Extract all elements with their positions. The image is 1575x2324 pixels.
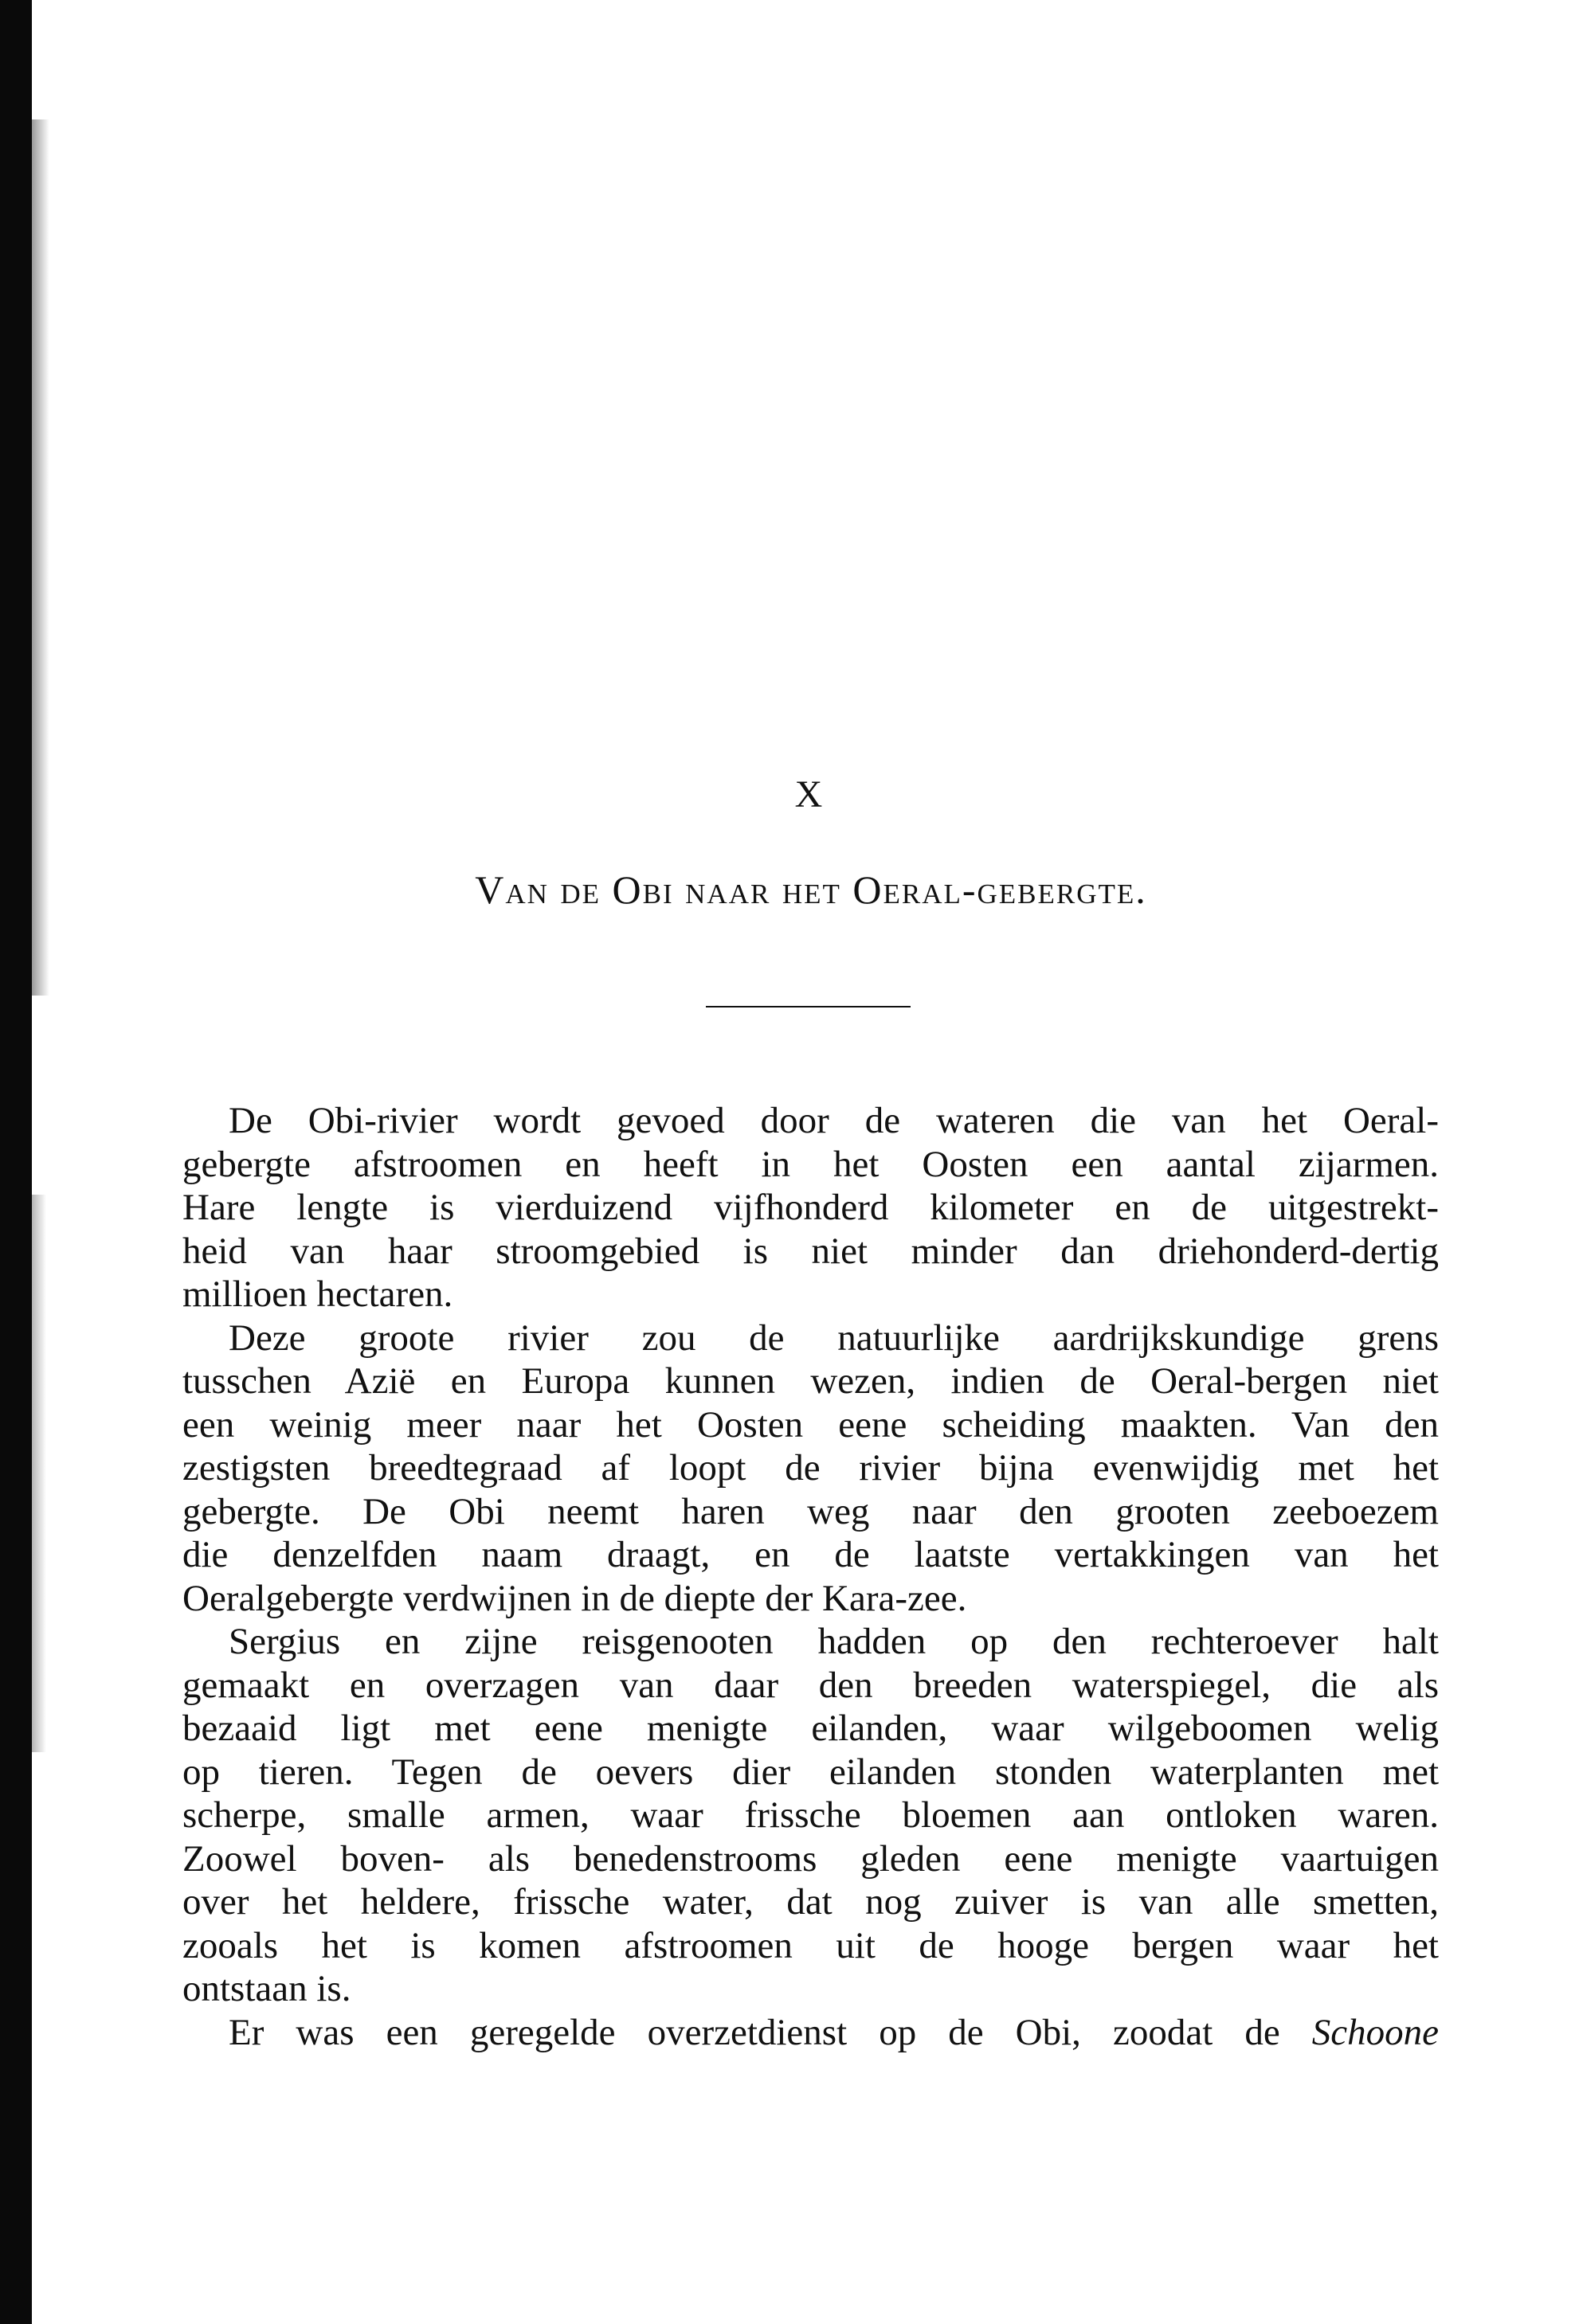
- line-text: Oeralgebergte verdwijnen in de diepte der Kara-zee.: [182, 1577, 967, 1619]
- line-text: ontstaan is.: [182, 1968, 351, 2009]
- line-text: scherpe, smalle armen, waar frissche bloemen aan ontloken waren.: [182, 1794, 1439, 1836]
- line-text: zestigsten breedtegraad af loopt de rivier bijna evenwijdig met het: [182, 1447, 1439, 1489]
- chapter-number: X: [794, 773, 823, 816]
- chapter-title: Van de Obi naar het Oeral-gebergte.: [475, 867, 1147, 912]
- text-line: [182, 1794, 1439, 1837]
- line-text: Er was een geregelde overzetdienst op de Obi, zoodat de: [229, 2011, 1312, 2053]
- line-text: zooals het is komen afstroomen uit de hooge bergen waar het: [182, 1924, 1439, 1966]
- scan-shadow: [32, 1195, 46, 1752]
- italic-word: Schoone: [1311, 2011, 1439, 2053]
- text-line: [182, 1664, 1439, 1708]
- text-line: [182, 1837, 1439, 1881]
- text-line: [182, 1577, 1439, 1621]
- line-text: Zoowel boven- als benedenstrooms gleden eene menigte vaartuigen: [182, 1837, 1439, 1880]
- text-line: [182, 1924, 1439, 1968]
- text-line: [182, 1360, 1439, 1403]
- text-line: [182, 1446, 1439, 1490]
- line-text: millioen hectaren.: [182, 1274, 453, 1315]
- text-line: [182, 1967, 1439, 2011]
- body-text: [182, 1099, 1439, 2054]
- text-line: [182, 1490, 1439, 1534]
- text-line: [182, 1099, 1439, 1143]
- text-line: [182, 1707, 1439, 1751]
- scan-shadow: [32, 119, 49, 996]
- line-text: gebergte afstroomen en heeft in het Oosten een aantal zijarmen.: [182, 1143, 1439, 1185]
- line-text: gemaakt en overzagen van daar den breeden waterspiegel, die als: [182, 1664, 1439, 1706]
- line-text: die denzelfden naam draagt, en de laatste vertakkingen van het: [182, 1534, 1439, 1575]
- text-line: [182, 1317, 1439, 1360]
- line-text: heid van haar stroomgebied is niet minder dan driehonderd-dertig: [182, 1230, 1439, 1272]
- scan-binding-edge: [0, 0, 32, 2324]
- line-text: over het heldere, frissche water, dat nog zuiver is van alle smetten,: [182, 1881, 1439, 1923]
- line-text: Hare lengte is vierduizend vijfhonderd kilometer en de uitgestrekt-: [182, 1187, 1439, 1228]
- text-line: [182, 1230, 1439, 1274]
- line-text: een weinig meer naar het Oosten eene scheiding maakten. Van den: [182, 1403, 1439, 1446]
- line-text: gebergte. De Obi neemt haren weg naar den grooten zeeboezem: [182, 1490, 1439, 1532]
- text-line: [182, 1620, 1439, 1664]
- line-text: De Obi-rivier wordt gevoed door de wateren die van het Oeral-: [229, 1100, 1439, 1141]
- text-line: [182, 1880, 1439, 1924]
- text-line: [182, 1751, 1439, 1794]
- text-line: [182, 1186, 1439, 1230]
- line-text: op tieren. Tegen de oevers dier eilanden stonden waterplanten met: [182, 1751, 1439, 1793]
- line-text: tusschen Azië en Europa kunnen wezen, indien de Oeral-bergen niet: [182, 1360, 1439, 1402]
- text-line: [182, 1273, 1439, 1317]
- line-text: Deze groote rivier zou de natuurlijke aardrijkskundige grens: [229, 1317, 1439, 1359]
- text-line: [182, 1403, 1439, 1447]
- text-line: [182, 2011, 1439, 2055]
- text-line: [182, 1533, 1439, 1577]
- text-line: [182, 1143, 1439, 1187]
- line-text: Sergius en zijne reisgenooten hadden op den rechteroever halt: [229, 1621, 1439, 1662]
- line-text: bezaaid ligt met eene menigte eilanden, waar wilgeboomen welig: [182, 1708, 1439, 1749]
- divider-rule: [706, 1006, 911, 1007]
